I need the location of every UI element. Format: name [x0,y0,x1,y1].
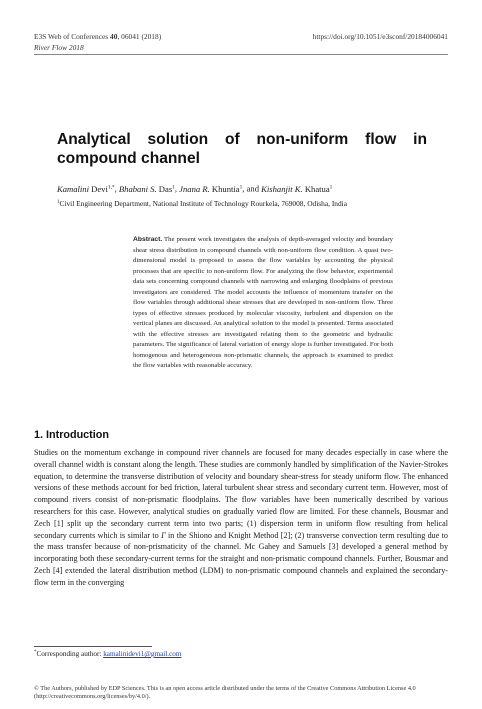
author-list: Kamalini Devi$^{1,*}$, Bhabani S. Das$^1$, Jnana R. Khuntia$^1$, and Kishanjit K. Khatua$^1$ [57,183,333,194]
abstract-label: Abstract. [133,236,163,243]
affiliation: $^1$Civil Engineering Department, National Institute of Technology Rourkela, 769008, Odisha, India [57,199,348,208]
license-notice: © The Authors, published by EDP Sciences. This is an open access article distributed under the terms of the Creative Commons Attribution License 4.0 (http://creativecommons.org/licenses/by/4.0/). [34,685,416,701]
footnote-divider [34,646,152,647]
author: Kamalini Devi$^{1,*}$ [57,183,115,194]
header-divider [34,54,448,55]
body-paragraph: Studies on the momentum exchange in compound river channels are focused for many decades especially in case where the overall channel width is constant along the length. These studies are commonly handled by simplification of the Navier-Strokes equation, to determine the transverse distribution of velocity and boundary shear-stress for steady uniform flow. The enhanced versions of these methods account for bed friction, lateral turbulent shear stress and secondary current term. However, most of compound rivers consist of non-prismatic floodplains. The flow variables have been numerically described by various researchers for this case. However, analytical studies on gradually varied flow are limited. For these channels, Bousmar and Zech [1] split up the secondary current term into two parts; (1) dispersion term in uniform flow resulting from helical secondary currents which is similar to Γ in the Shiono and Knight Method [2]; (2) transverse convection term resulting due to the mass transfer because of non-prismaticity of the channel. Mc Gahey and Samuels [3] developed a general method by incorporating both these secondary-current terms for the straight and non-prismatic compound channels. Further, Bousmar and Zech [4] extended the lateral distribution method (LDM) to non-prismatic compound channels and explained the secondary-flow term in the converging [34,448,448,587]
abstract-text: The present work investigates the analysis of depth-averaged velocity and boundary shear stress distribution in compound channels with non-uniform flow condition. A quasi two-dimensional model is proposed to assess the flow variables by accounting the physical processes that are specific to non-uniform flow. For analyzing the flow behavior, experimental data sets concerning compound channels with narrowing and enlarging floodplains of previous investigators are considered. The model accounts the influence of momentum transfer on the flow variables through additional shear stresses that are developed in non-uniform flow. Three types of effective stresses produced by molecular viscosity, turbulent and dispersion on the vertical planes are discussed. An analytical solution to the model is presented. Terms associated with the effective stresses are investigated relating them to the geometric and hydraulic parameters. The significance of lateral variation of energy slope is further investigated. For both homogenous and heterogeneous non-prismatic channels, the approach is examined to predict the flow variables with reasonable accuracy. [133,236,393,369]
paper-title: Analytical solution of non-uniform flow in compound channel [57,131,427,167]
section-heading: 1. Introduction [34,429,109,441]
footnote: *Corresponding author: kamalinidevi1@gmail.com [34,650,182,658]
abstract [133,235,393,372]
article-number: , 06041 (2018) [117,32,162,41]
email-link[interactable]: kamalinidevi1@gmail.com [103,650,182,658]
gamma-symbol: Γ [161,530,166,540]
author: Kishanjit K. Khatua$^1$ [261,183,333,194]
author: Bhabani S. Das$^1$ [118,183,175,194]
journal-volume: 40 [110,32,118,41]
journal-name: E3S Web of Conferences [34,32,109,41]
conference-name: River Flow 2018 [34,43,84,52]
journal-citation [34,32,161,41]
author: Jnana R. Khuntia$^1$ [179,183,243,194]
doi-link[interactable]: https://doi.org/10.1051/e3sconf/20184006041 [312,32,448,41]
